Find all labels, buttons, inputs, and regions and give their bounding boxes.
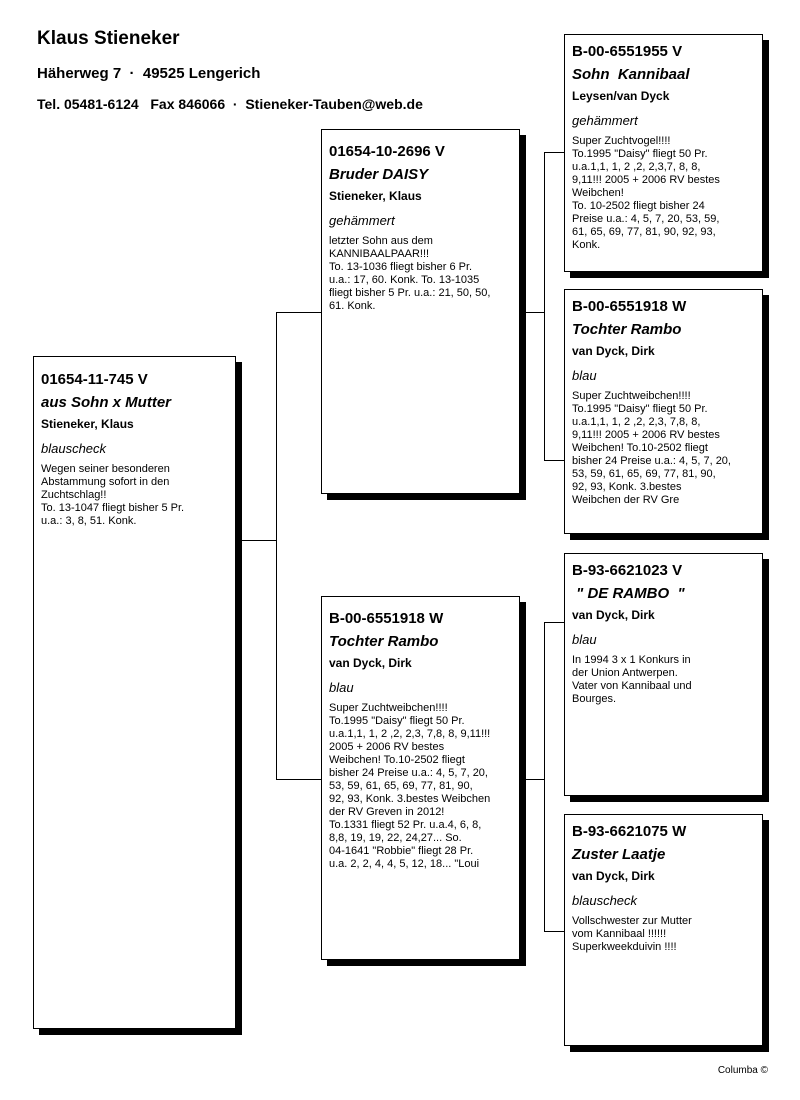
connector-dam-dam-h: [544, 931, 564, 932]
dam-dam-color: blauscheck: [572, 893, 638, 908]
sire-dam-breeder: van Dyck, Dirk: [572, 344, 655, 358]
sire-card: [321, 129, 520, 494]
sire-sire-card: [564, 34, 763, 272]
connector-dam-h: [276, 779, 321, 780]
subject-ring-number: 01654-11-745 V: [41, 371, 148, 388]
dam-color: blau: [329, 680, 354, 695]
dam-sire-notes: In 1994 3 x 1 Konkurs in der Union Antwerpen. Vater von Kannibaal und Bourges.: [572, 654, 692, 705]
connector-dam-sire-h: [544, 622, 564, 623]
dam-dam-card: [564, 814, 763, 1046]
breeder-name: Klaus Stieneker: [37, 28, 180, 49]
sire-name: Bruder DAISY: [329, 166, 429, 183]
sire-dam-name: Tochter Rambo: [572, 321, 682, 338]
sire-color: gehämmert: [329, 213, 395, 228]
dam-dam-breeder: van Dyck, Dirk: [572, 869, 655, 883]
connector-dam-grand-v: [544, 622, 545, 931]
sire-sire-notes: Super Zuchtvogel!!!! To.1995 "Daisy" fliegt 50 Pr. u.a.1,1, 1, 2 ,2, 2,3,7, 8, 8, 9,11!!! 2005 + 2006 RV bestes Weibchen! To. 10-2502 fliegt bisher 24 Preise u.a.: 4, 5, 7, 20, 53, 59, 61, 65, 69, 77, 81, 90, 92, 93, Konk.: [572, 135, 720, 251]
connector-sire-out-h: [520, 312, 544, 313]
sire-dam-card: [564, 289, 763, 534]
dam-card: [321, 596, 520, 960]
connector-sire-dam-h: [544, 460, 564, 461]
dam-sire-name: " DE RAMBO ": [572, 585, 685, 602]
sire-dam-notes: Super Zuchtweibchen!!!! To.1995 "Daisy" fliegt 50 Pr. u.a.1,1, 1, 2 ,2, 2,3, 7,8, 8, 9,11!!! 2005 + 2006 RV bestes Weibchen! To.10-2502 fliegt bisher 24 Preise u.a.: 4, 5, 7, 20, 53, 59, 61, 65, 69, 77, 81, 90, 92, 93, Konk. 3.bestes Weibchen der RV Gre: [572, 390, 731, 506]
connector-parents-v: [276, 312, 277, 779]
dam-ring-number: B-00-6551918 W: [329, 610, 444, 627]
dam-dam-ring-number: B-93-6621075 W: [572, 823, 687, 840]
connector-dam-out-h: [520, 779, 544, 780]
dam-dam-notes: Vollschwester zur Mutter vom Kannibaal !!!!!! Superkweekduivin !!!!: [572, 915, 692, 953]
dam-dam-name: Zuster Laatje: [572, 846, 666, 863]
sire-dam-color: blau: [572, 368, 597, 383]
sire-breeder: Stieneker, Klaus: [329, 189, 422, 203]
subject-card: [33, 356, 236, 1029]
subject-notes: Wegen seiner besonderen Abstammung sofort in den Zuchtschlag!! To. 13-1047 fliegt bisher 5 Pr. u.a.: 3, 8, 51. Konk.: [41, 463, 185, 527]
sire-sire-color: gehämmert: [572, 113, 638, 128]
sire-dam-ring-number: B-00-6551918 W: [572, 298, 687, 315]
dam-sire-breeder: van Dyck, Dirk: [572, 608, 655, 622]
footer-credit: Columba ©: [717, 1065, 768, 1076]
dam-sire-card: [564, 553, 763, 796]
connector-sire-h: [276, 312, 321, 313]
subject-color: blauscheck: [41, 441, 107, 456]
dam-name: Tochter Rambo: [329, 633, 439, 650]
connector-sire-sire-h: [544, 152, 564, 153]
dam-sire-color: blau: [572, 632, 597, 647]
sire-sire-name: Sohn Kannibaal: [572, 66, 690, 83]
dam-sire-ring-number: B-93-6621023 V: [572, 562, 683, 579]
subject-breeder: Stieneker, Klaus: [41, 417, 134, 431]
sire-ring-number: 01654-10-2696 V: [329, 143, 445, 160]
sire-notes: letzter Sohn aus dem KANNIBAALPAAR!!! To. 13-1036 fliegt bisher 6 Pr. u.a.: 17, 60. Konk. To. 13-1035 fliegt bisher 5 Pr. u.a.: 21, 50, 50, 61. Konk.: [329, 235, 491, 312]
sire-sire-ring-number: B-00-6551955 V: [572, 43, 683, 60]
sire-sire-breeder: Leysen/van Dyck: [572, 89, 670, 103]
dam-breeder: van Dyck, Dirk: [329, 656, 412, 670]
connector-subject-h: [236, 540, 276, 541]
dam-notes: Super Zuchtweibchen!!!! To.1995 "Daisy" fliegt 50 Pr. u.a.1,1, 1, 2 ,2, 2,3, 7,8, 8, 9,11!!! 2005 + 2006 RV bestes Weibchen! To.10-2502 fliegt bisher 24 Preise u.a.: 4, 5, 7, 20, 53, 59, 61, 65, 69, 77, 81, 90, 92, 93, Konk. 3.bestes Weibchen der RV Greven in 2012! To.1331 fliegt 52 Pr. u.a.4, 6, 8, 8,8, 19, 19, 22, 24,27... So. 04-1641 "Robbie" fliegt 28 Pr. u.a. 2, 2, 4, 4, 5, 12, 18... "Loui: [329, 702, 491, 870]
breeder-address: Häherweg 7 · 49525 Lengerich: [37, 65, 261, 82]
connector-sire-grand-v: [544, 152, 545, 460]
subject-name: aus Sohn x Mutter: [41, 394, 172, 411]
breeder-contact: Tel. 05481-6124 Fax 846066 · Stieneker-Tauben@web.de: [37, 96, 423, 112]
